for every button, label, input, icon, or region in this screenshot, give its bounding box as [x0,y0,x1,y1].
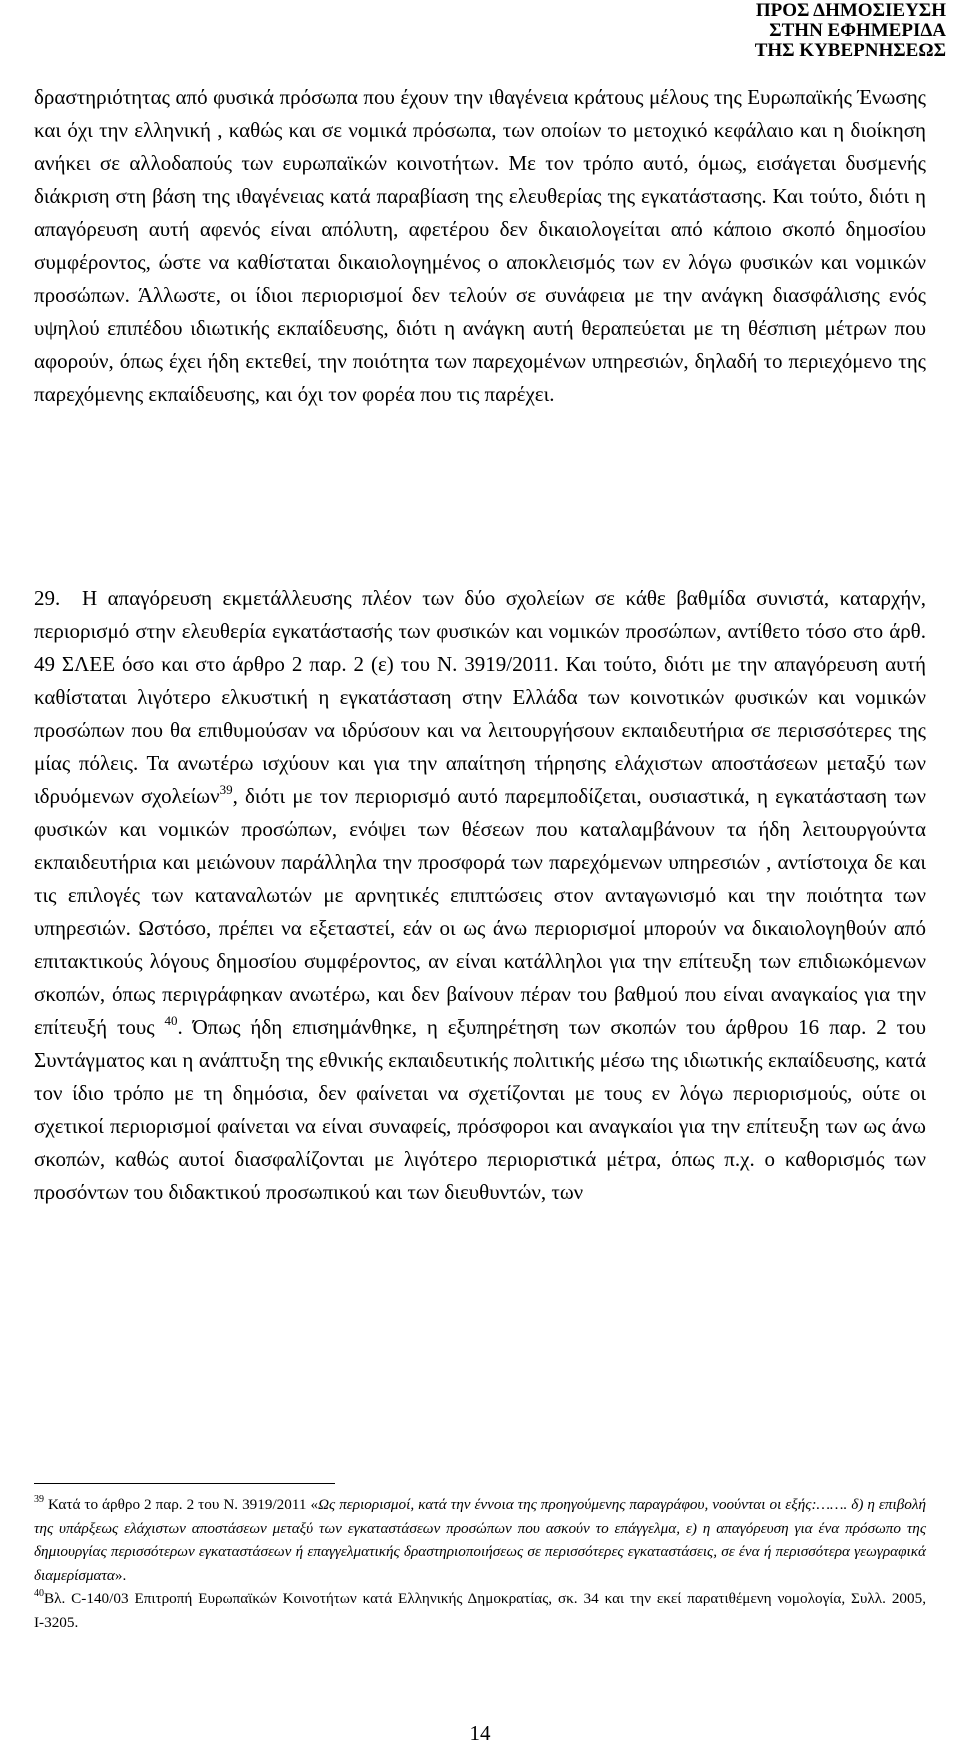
footnote-39-quote: Ως περιορισμοί, κατά την έννοια της προηγούμενης παραγράφου, νοούνται οι εξής:……. δ) η επιβολή της υπάρξεως ελάχιστων αποστάσεων μεταξύ των εγκαταστάσεων προσώπων που ασκούν το επάγγελμα, ε) η απαγόρευση για ένα πρόσωπο της δημιουργίας περισσότερων εγκαταστάσεων ή επαγγελματικής δραστηριοποιήσεως σε περισσότερες εγκαταστάσεις, σε ένα ή περισσότερα γεωγραφικά διαμερίσματα [34,1496,926,1584]
paragraph-29-text-1: Η απαγόρευση εκμετάλλευσης πλέον των δύο σχολείων σε κάθε βαθμίδα συνιστά, καταρχήν, περιορισμό στην ελευθερία εγκατάστασής των φυσικών και νομικών προσώπων, αντίθετο τόσο στο άρθ. 49 ΣΛΕΕ όσο και στο άρθρο 2 παρ. 2 (ε) του Ν. 3919/2011. Και τούτο, διότι με την απαγόρευση αυτή καθίσταται λιγότερο ελκυστική η εγκατάσταση στην Ελλάδα των κοινοτικών φυσικών και νομικών προσώπων που θα επιθυμούσαν να ιδρύσουν και να λειτουργήσουν εκπαιδευτήρια σε περισσότερες της μίας πόλεις. Τα ανωτέρω ισχύουν και για την απαίτηση τήρησης ελάχιστων αποστάσεων μεταξύ των ιδρυόμενων σχολείων [34,586,926,808]
footnote-40 [34,1587,926,1634]
footnote-mark-39: 39 [34,1494,44,1505]
paragraph-number: 29. [34,586,61,610]
footnotes [34,1493,926,1634]
footnote-ref-39[interactable]: 39 [219,782,233,797]
footnote-39-text: Κατά το άρθρο 2 παρ. 2 του Ν. 3919/2011 « [44,1496,319,1513]
page-number: 14 [469,1721,491,1745]
header-line-1: ΠΡΟΣ ΔΗΜΟΣΙΕΥΣΗ [755,0,946,21]
footnote-mark-40: 40 [34,1588,44,1599]
paragraph-continuation: δραστηριότητας από φυσικά πρόσωπα που έχουν την ιθαγένεια κράτους μέλους της Ευρωπαϊκής Ένωσης και όχι την ελληνική , καθώς και σε νομικά πρόσωπα, των οποίων το μετοχικό κεφάλαιο και η διοίκηση ανήκει σε αλλοδαπούς των ευρωπαϊκών κοινοτήτων. Με τον τρόπο αυτό, όμως, εισάγεται δυσμενής διάκριση στη βάση της ιθαγένειας κατά παραβίαση της ελευθερίας της εγκατάστασης. Και τούτο, διότι η απαγόρευση αυτή αφενός είναι απόλυτη, αφετέρου δεν δικαιολογείται από κάποιο σκοπό δημοσίου συμφέροντος, ώστε να καθίσταται δικαιολογημένος ο αποκλεισμός των εν λόγω φυσικών και νομικών προσώπων. Άλλωστε, οι ίδιοι περιορισμοί δεν τελούν σε συνάφεια με την ανάγκη διασφάλισης ενός υψηλού επιπέδου ιδιωτικής εκπαίδευσης, διότι η ανάγκη αυτή θεραπεύεται με τη θέσπιση μέτρων που αφορούν, όπως έχει ήδη εκτεθεί, την ποιότητα των παρεχομένων υπηρεσιών, δηλαδή το περιεχόμενο της παρεχόμενης εκπαίδευσης, και όχι τον φορέα που τις παρέχει. [34,85,926,406]
footnote-39 [34,1493,926,1587]
header-line-3: ΤΗΣ ΚΥΒΕΡΝΗΣΕΩΣ [754,40,946,61]
footnote-39-end: ». [114,1566,127,1584]
header-line-2: ΣΤΗΝ ΕΦΗΜΕΡΙΔΑ [769,20,946,41]
footnote-ref-40[interactable]: 40 [164,1013,178,1028]
footnote-separator [34,1483,335,1484]
paragraph-29 [34,582,926,1209]
publication-header [755,1,946,61]
footnote-40-text: Βλ. C-140/03 Επιτροπή Ευρωπαϊκών Κοινοτήτων κατά Ελληνικής Δημοκρατίας, σκ. 34 και την εκεί παρατιθέμενη νομολογία, Συλλ. 2005, Ι-3205. [34,1590,926,1631]
paragraph-29-text-3: . Όπως ήδη επισημάνθηκε, η εξυπηρέτηση των σκοπών του άρθρου 16 παρ. 2 του Συντάγματος και η ανάπτυξη της εθνικής εκπαιδευτικής πολιτικής μέσω της ιδιωτικής εκπαίδευσης, κατά τον ίδιο τρόπο με τη δημόσια, δεν φαίνεται να σχετίζονται με τους εν λόγω περιορισμούς, ούτε οι σχετικοί περιορισμοί φαίνεται να είναι συναφείς, πρόσφοροι και αναγκαίοι για την επίτευξη των ως άνω σκοπών, καθώς αυτοί διασφαλίζονται με λιγότερο περιοριστικά μέτρα, όπως π.χ. ο καθορισμός των προσόντων του διδακτικού προσωπικού και των διευθυντών, των [34,1015,926,1204]
paragraph-29-text-2: , διότι με τον περιορισμό αυτό παρεμποδίζεται, ουσιαστικά, η εγκατάσταση των φυσικών και νομικών προσώπων, ενόψει των θέσεων που καταλαμβάνουν τα ήδη λειτουργούντα εκπαιδευτήρια και μειώνουν παράλληλα την προσφορά των παρεχόμενων υπηρεσιών , αντίστοιχα δε και τις επιλογές των καταναλωτών με αρνητικές επιπτώσεις στον ανταγωνισμό και την ποιότητα των υπηρεσιών. Ωστόσο, πρέπει να εξεταστεί, εάν οι ως άνω περιορισμοί μπορούν να δικαιολογηθούν από επιτακτικούς λόγους δημοσίου συμφέροντος, αν είναι κατάλληλοι για την επίτευξη των επιδιωκόμενων σκοπών, όπως περιγράφηκαν ανωτέρω, και δεν βαίνουν πέραν του βαθμού που είναι αναγκαίος για την επίτευξή τους [34,784,927,1039]
